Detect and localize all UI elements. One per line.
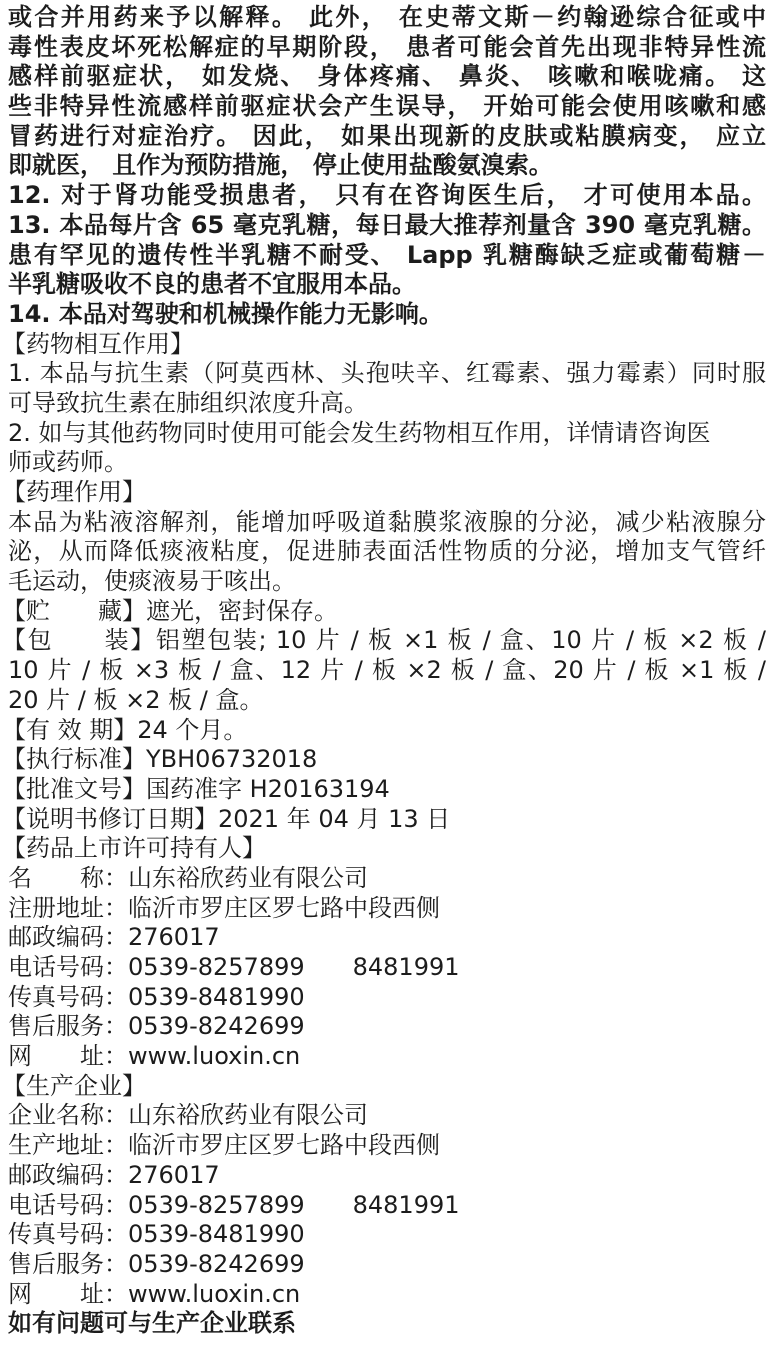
text-line: 10 片 / 板 ×3 板 / 盒、12 片 / 板 ×2 板 / 盒、20 片 / 板 ×1 板 / [8, 656, 766, 685]
mah-website: 网 址：www.luoxin.cn [8, 1042, 301, 1071]
section-heading: 【药品上市许可持有人】 [2, 834, 266, 863]
interactions-section [2, 329, 766, 478]
mah-section [2, 834, 766, 1072]
revision-date-line: 【说明书修订日期】2021 年 04 月 13 日 [2, 804, 451, 833]
manufacturer-name: 企业名称：山东裕欣药业有限公司 [8, 1101, 368, 1130]
storage-line: 【贮 藏】遮光，密封保存。 [2, 596, 338, 625]
approval-number-line: 【批准文号】国药准字 H20163194 [2, 774, 390, 803]
manufacturer-postcode: 邮政编码：276017 [8, 1160, 220, 1189]
text-line: 13. 本品每片含 65 毫克乳糖，每日最大推荐剂量含 390 毫克乳糖。 [8, 210, 766, 239]
manufacturer-section [2, 1071, 766, 1310]
manufacturer-service: 售后服务：0539-8242699 [8, 1249, 305, 1278]
mah-fax: 传真号码：0539-8481990 [8, 982, 305, 1011]
mah-postcode: 邮政编码：276017 [8, 923, 220, 952]
mah-address: 注册地址：临沂市罗庄区罗七路中段西侧 [8, 893, 440, 922]
text-line: 本品为粘液溶解剂，能增加呼吸道黏膜浆液腺的分泌，减少粘液腺分 [8, 507, 766, 536]
text-line: 可导致抗生素在肺组织浓度升高。 [8, 388, 368, 417]
text-line: 即就医， 且作为预防措施， 停止使用盐酸氨溴索。 [8, 151, 553, 180]
section-heading: 【药物相互作用】 [2, 329, 194, 358]
text-line: 20 片 / 板 ×2 板 / 盒。 [8, 685, 264, 714]
mah-service: 售后服务：0539-8242699 [8, 1012, 305, 1041]
mah-name: 名 称：山东裕欣药业有限公司 [8, 863, 368, 892]
manufacturer-fax: 传真号码：0539-8481990 [8, 1220, 305, 1249]
precautions-section [8, 3, 766, 330]
text-line: 12. 对于肾功能受损患者， 只有在咨询医生后， 才可使用本品。 [8, 181, 766, 210]
shelf-life-line: 【有 效 期】24 个月。 [2, 715, 248, 744]
text-line: 患有罕见的遗传性半乳糖不耐受、 Lapp 乳糖酶缺乏症或葡萄糖－ [8, 240, 766, 269]
text-line: 半乳糖吸收不良的患者不宜服用本品。 [8, 270, 416, 299]
text-line: 些非特异性流感样前驱症状会产生误导， 开始可能会使用咳嗽和感 [8, 92, 766, 121]
mah-phone: 电话号码：0539-8257899 8481991 [8, 953, 460, 981]
text-line: 或合并用药来予以解释。 此外， 在史蒂文斯－约翰逊综合征或中 [8, 3, 766, 31]
text-line: 毛运动，使痰液易于咳出。 [8, 567, 296, 596]
text-line: 1. 本品与抗生素（阿莫西林、头孢呋辛、红霉素、强力霉素）同时服 [8, 359, 766, 388]
text-line: 冒药进行对症治疗。 因此， 如果出现新的皮肤或粘膜病变， 应立 [8, 121, 766, 150]
text-line: 泌，从而降低痰液粘度，促进肺表面活性物质的分泌，增加支气管纤 [8, 537, 766, 566]
section-heading: 【药理作用】 [2, 478, 146, 506]
packaging-section [2, 626, 766, 715]
section-heading: 【生产企业】 [2, 1071, 146, 1100]
text-line: 2. 如与其他药物同时使用可能会发生药物相互作用，详情请咨询医 [8, 418, 711, 447]
text-line: 毒性表皮坏死松解症的早期阶段， 患者可能会首先出现非特异性流 [8, 32, 766, 61]
text-line: 感样前驱症状， 如发烧、 身体疼痛、 鼻炎、 咳嗽和喉咙痛。 这 [8, 62, 766, 91]
footer-note: 如有问题可与生产企业联系 [8, 1309, 296, 1338]
manufacturer-address: 生产地址：临沂市罗庄区罗七路中段西侧 [8, 1131, 440, 1160]
pharmacology-section [2, 478, 766, 597]
text-line: 14. 本品对驾驶和机械操作能力无影响。 [8, 299, 443, 328]
text-line: 师或药师。 [8, 448, 128, 477]
manufacturer-phone: 电话号码：0539-8257899 8481991 [8, 1190, 460, 1219]
text-line: 【包 装】铝塑包装; 10 片 / 板 ×1 板 / 盒、10 片 / 板 ×2 板 / [2, 626, 766, 655]
standard-line: 【执行标准】YBH06732018 [2, 745, 318, 774]
manufacturer-website: 网 址：www.luoxin.cn [8, 1279, 301, 1308]
